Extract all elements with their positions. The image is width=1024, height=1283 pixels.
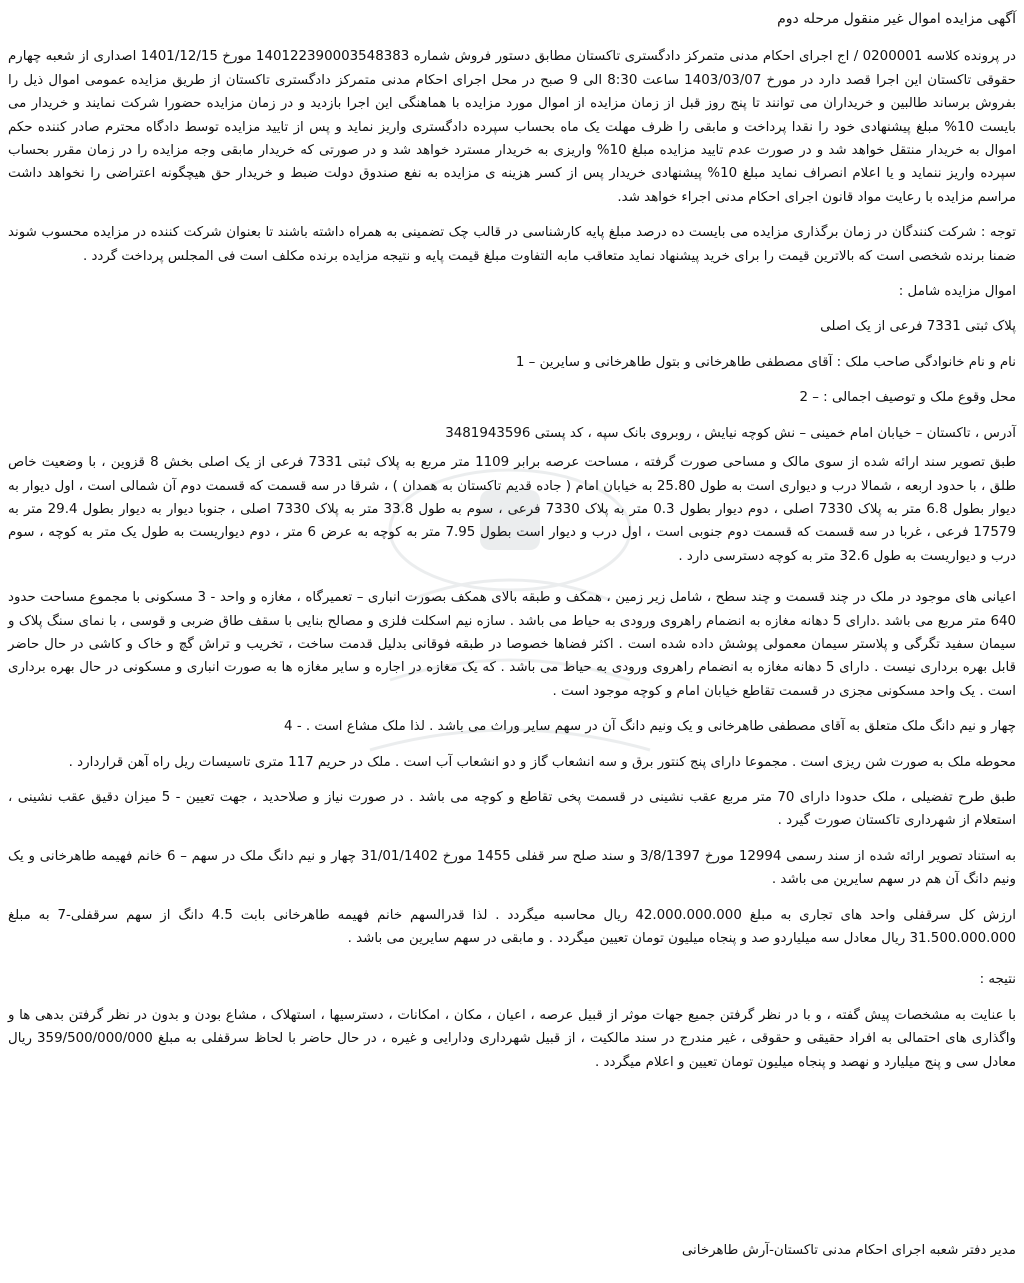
notice-title: آگهی مزایده اموال غیر منقول مرحله دوم (777, 11, 1016, 27)
result-paragraph: با عنایت به مشخصات پیش گفته ، و با در نظر گرفتن جمیع جهات موثر از قبیل عرصه ، اعیان ، مکان ، امکانات ، دسترسیها ، استهلاک ، مشاع بودن و بدون در نظر گرفتن بدهی ها و واگذاری های احتمالی به افراد حقیقی و حقوقی ، غیر مندرج در سند مالکیت ، از قبیل شهرداری ودارایی و غیره ، در حال حاضر با لحاظ سرقفلی به مبلغ 359/500/000/000 ریال معادل سی و پنج میلیارد و نهصد و پنجاه میلیون تومان تعیین و اعلام میگردد . (8, 1007, 1016, 1070)
yard-paragraph: محوطه ملک به صورت شن ریزی است . مجموعا دارای پنج کنتور برق و سه انشعاب گاز و دو انشعاب آب است . ملک در حریم 117 متری تاسیسات ریل راه آهن قراردارد . (68, 754, 1016, 770)
buildings-paragraph: اعیانی های موجود در ملک در چند قسمت و چند سطح ، شامل زیر زمین ، همکف و طبقه بالای همکف بصورت انباری – تعمیرگاه ، مغازه و واحد - 3 مسکونی با مجموع مساحت حدود 640 متر مربع می باشد .دارای 5 دهانه مغازه به انضمام راهروی ورودی به حیاط می باشد . سازه نیم اسکلت فلزی و مصالح بنایی با سقف طاق ضربی و قوسی ، با نمای سنگ پلاک و سیمان سفید تگرگی و پلاستر سیمان معمولی پوشش داده شده است . اکثر فضاها خصوصا در طبقه فوقانی بدلیل قدمت ساخت ، تخریب و تراش گچ و خاک و کاشی در حال حاضر قابل بهره برداری نیست . دارای 5 دهانه مغازه به انضمام راهروی ورودی به حیاط می باشد . که یک مغازه در اجاره و سایر مغازه ها به صورت انباری و مسکونی در حال بهره برداری است . یک واحد مسکونی مجزی در قسمت تقاطع خیابان امام و کوچه موجود است . (8, 590, 1017, 699)
assets-heading: اموال مزایده شامل : (898, 284, 1016, 300)
owner-item: نام و نام خانوادگی صاحب ملک : آقای مصطفی طاهرخانی و بتول طاهرخانی و سایرین – 1 (515, 354, 1016, 370)
note-paragraph: توجه : شرکت کنندگان در زمان برگذاری مزایده می بایست ده درصد مبلغ پایه کارشناسی در قالب چک تضمینی به همراه داشته باشند تا بعنوان شرکت کننده در مزایده محسوب شوند ضمنا برنده شخصی است که بالاترین قیمت را برای خرید پیشنهاد نماید متعاقب مابه التفاوت مبلغ قیمت پایه و نتیجه مزایده برنده مکلف است فی المجلس پرداخت گردد . (8, 225, 1016, 264)
auction-notice (8, 8, 1016, 1074)
location-item: محل وقوع ملک و توصیف اجمالی : – 2 (799, 390, 1016, 406)
ownership-paragraph: چهار و نیم دانگ ملک متعلق به آقای مصطفی طاهرخانی و یک ونیم دانگ آن در سهم سایر وراث می باشد . لذا ملک مشاع است . - 4 (284, 719, 1016, 735)
plate-number: پلاک ثبتی 7331 فرعی از یک اصلی (820, 319, 1016, 335)
result-heading: نتیجه : (979, 972, 1016, 988)
address-line: آدرس ، تاکستان – خیابان امام خمینی – نش کوچه نیایش ، روبروی بانک سپه ، کد پستی 3481943596 (445, 425, 1016, 441)
signature-line: مدیر دفتر شعبه اجرای احکام مدنی تاکستان-آرش طاهرخانی (681, 1243, 1016, 1258)
setback-paragraph: طبق طرح تفضیلی ، ملک حدودا دارای 70 متر مربع عقب نشینی در قسمت پخی تقاطع و کوچه می باشد . در صورت نیاز و صلاحدید ، جهت تعیین - 5 میزان دقیق عقب نشینی ، استعلام از شهرداری تاکستان صورت گیرد . (8, 789, 1017, 829)
deed-paragraph: به استناد تصویر ارائه شده از سند رسمی 12994 مورخ 3/8/1397 و سند صلح سر قفلی 1455 مورخ 31/01/1402 چهار و نیم دانگ ملک در سهم – 6 خانم فهیمه طاهرخانی و یک ونیم دانگ آن هم در سهم سایرین می باشد . (8, 848, 1016, 888)
intro-paragraph: در پرونده کلاسه 0200001 / اج اجرای احکام مدنی متمرکز دادگستری تاکستان مطابق دستور فروش شماره 140122390003548383 مورخ 1401/12/15 اصداری از شعبه چهارم حقوقی تاکستان این اجرا قصد دارد در مورخ 1403/03/07 ساعت 8:30 الی 9 صبح در محل اجرای احکام مدنی متمرکز دادگستری تاکستان از طریق مزایده عمومی اموال ذیل را بفروش برساند طالبین و خریداران می توانند تا پنج روز قبل از زمان مزایده از اموال مورد مزایده با هماهنگی این اجرا بازدید و در زمان مزایده حضورا شرکت نمایند و خریدار می بایست 10% مبلغ پیشنهادی خود را نقدا پرداخت و مابقی را ظرف مهلت یک ماه بحساب سپرده دادگستری واریز نماید و پس از تایید مزایده توسط دادگاه محترم صادر کننده حکم اموال به خریدار منتقل خواهد شد و در صورت عدم تایید مزایده مبلغ 10% واریزی به خریدار مسترد خواهد شد و در صورتی که خریدار مابقی وجه مزایده را در زمان مقرر بحساب سپرده واریز ننماید و یا اعلام انصراف نماید مبلغ 10% پیشنهادی خریدار پس از کسر هزینه ی مزایده به نفع صندوق دولت ضبط و خریدار حق هیچگونه اعتراضی را نخواهد داشت مراسم مزایده با رعایت مواد قانون اجرای احکام مدنی اجراء خواهد شد. (8, 49, 1017, 205)
goodwill-paragraph: ارزش کل سرقفلی واحد های تجاری به مبلغ 42.000.000.000 ریال محاسبه میگردد . لذا قدرالسهم خانم فهیمه طاهرخانی بابت 4.5 دانگ از سهم سرقفلی-7 به مبلغ 31.500.000.000 ریال معادل سه میلیاردو صد و پنجاه میلیون تومان تعیین میگردد . و مابقی در سهم سایرین می باشد . (8, 907, 1016, 946)
survey-paragraph: طبق تصویر سند ارائه شده از سوی مالک و مساحی صورت گرفته ، مساحت عرصه برابر 1109 متر مربع به پلاک ثبتی 7331 فرعی از یک اصلی بخش 8 قزوین ، با وضعیت خاص طلق ، با حدود اربعه ، شمالا درب و دیواری است به طول 25.80 به خیابان امام ( جاده قدیم تاکستان به همدان ) ، شرقا در سه قسمت که قسمت دوم آن شمالی است ، اول دیوار به دیوار بطول 6.8 متر به پلاک 7330 اصلی ، دوم دیوار بطول 0.3 متر به پلاک 7330 فرعی ، سوم به طول 33.8 متر به پلاک 7330 اصلی ، جنوبا دیوار به دیوار بطول 29.4 متر به 17579 فرعی ، غربا در سه قسمت که قسمت دوم جنوبی است ، اول درب و دیوار است بطول 7.95 متر به کوچه به عرض 6 متر ، دوم دیواریست به طول یک متر به کوچه ، سوم درب و دیواریست به طول 32.6 متر به کوچه دسترسی دارد . (8, 455, 1016, 564)
